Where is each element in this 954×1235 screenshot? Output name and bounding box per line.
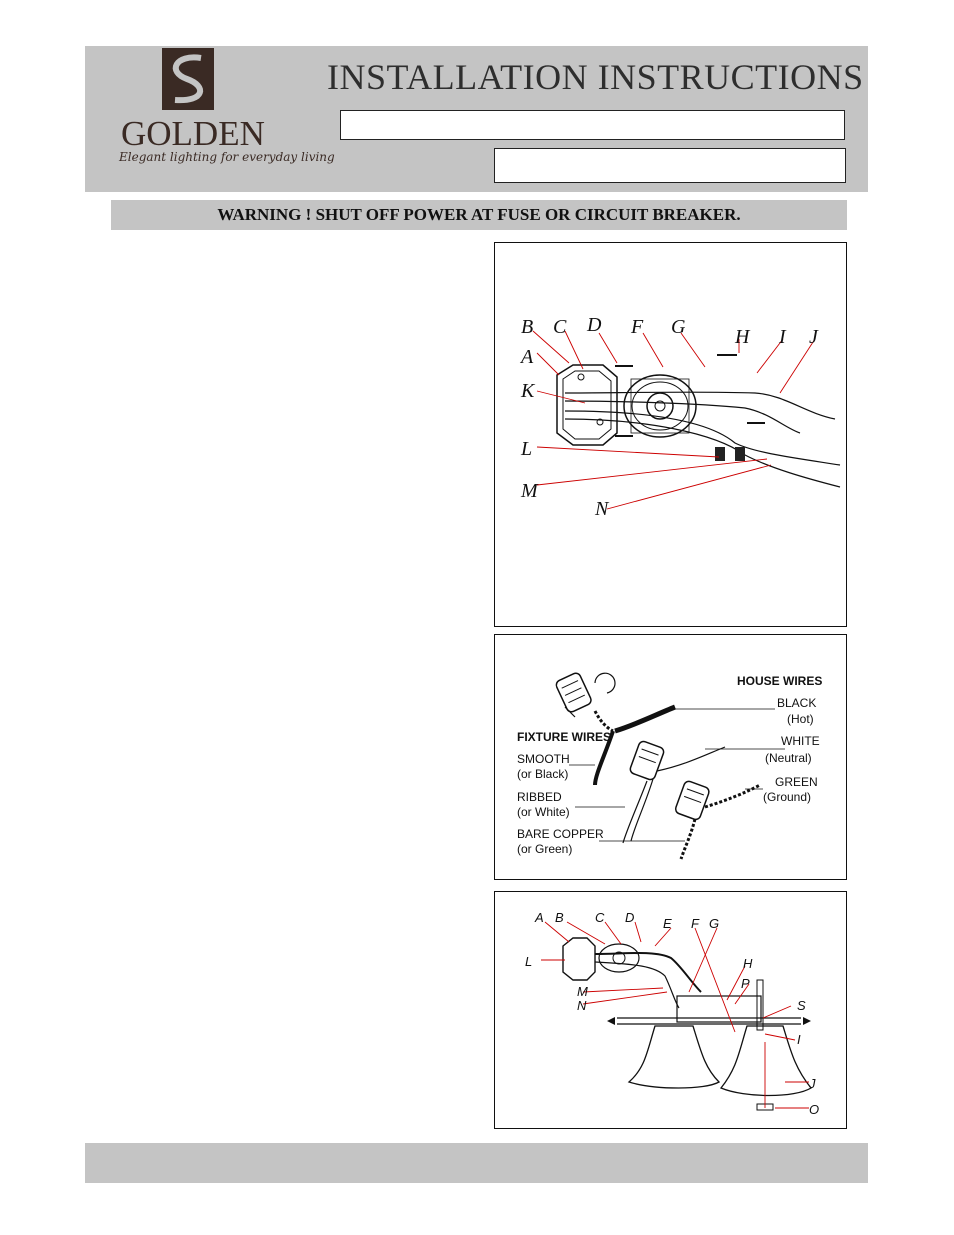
- figure-wiring: [494, 634, 847, 880]
- fig3-label-n: N: [577, 998, 587, 1013]
- ribbed-label: RIBBED: [517, 790, 562, 804]
- fig3-label-h: H: [743, 956, 753, 971]
- assembly-diagram: [495, 892, 848, 1130]
- hot-label: (Hot): [787, 712, 814, 726]
- fig3-label-i: I: [797, 1032, 801, 1047]
- fig1-label-n: N: [595, 498, 609, 520]
- fig1-label-c: C: [553, 316, 567, 338]
- ground-label: (Ground): [763, 790, 812, 804]
- fig1-label-k: K: [521, 380, 535, 402]
- neutral-label: (Neutral): [765, 751, 812, 765]
- fig1-label-b: B: [521, 316, 534, 338]
- fig3-label-d: D: [625, 910, 635, 925]
- or-green-label: (or Green): [517, 842, 573, 856]
- fig3-label-s: S: [797, 998, 806, 1013]
- fig1-label-f: F: [631, 316, 644, 338]
- brand-tagline: Elegant lighting for everyday living: [119, 150, 335, 164]
- wiring-diagram: [495, 635, 848, 881]
- model-field: [340, 110, 845, 140]
- figure-mounting-parts: [494, 242, 847, 627]
- fig3-label-g: G: [709, 916, 720, 931]
- fig1-label-g: G: [671, 316, 686, 338]
- mounting-diagram: [495, 243, 848, 628]
- or-black-label: (or Black): [517, 767, 569, 781]
- fig3-label-b: B: [555, 910, 564, 925]
- fig3-label-o: O: [809, 1102, 820, 1117]
- footer-bar: [85, 1143, 868, 1183]
- black-label: BLACK: [777, 696, 817, 710]
- fixture-wires-label: FIXTURE WIRES: [517, 730, 612, 744]
- page-title: INSTALLATION INSTRUCTIONS: [327, 57, 864, 97]
- fig3-label-l: L: [525, 954, 533, 969]
- smooth-label: SMOOTH: [517, 752, 570, 766]
- fig1-label-a: A: [521, 346, 534, 368]
- fig3-label-j: J: [809, 1076, 816, 1091]
- white-label: WHITE: [781, 734, 820, 748]
- or-white-label: (or White): [517, 805, 570, 819]
- fig1-label-m: M: [521, 480, 538, 502]
- fig1-label-l: L: [521, 438, 533, 460]
- fig3-label-c: C: [595, 910, 605, 925]
- bare-copper-label: BARE COPPER: [517, 827, 604, 841]
- warning-banner: WARNING ! SHUT OFF POWER AT FUSE OR CIRCUIT BREAKER.: [111, 200, 847, 230]
- green-label: GREEN: [775, 775, 818, 789]
- fig1-label-j: J: [809, 326, 818, 348]
- fig3-label-m: M: [577, 984, 588, 999]
- fig1-label-h: H: [735, 326, 750, 348]
- item-field: [494, 148, 846, 183]
- fig3-label-e: E: [663, 916, 672, 931]
- house-wires-label: HOUSE WIRES: [737, 674, 823, 688]
- figure-assembly: [494, 891, 847, 1129]
- fig3-label-f: F: [691, 916, 699, 931]
- fig3-label-p: P: [741, 976, 750, 991]
- brand-name: GOLDEN: [121, 114, 265, 153]
- fig3-label-a: A: [535, 910, 544, 925]
- fig1-label-i: I: [779, 326, 786, 348]
- fig1-label-d: D: [587, 314, 602, 336]
